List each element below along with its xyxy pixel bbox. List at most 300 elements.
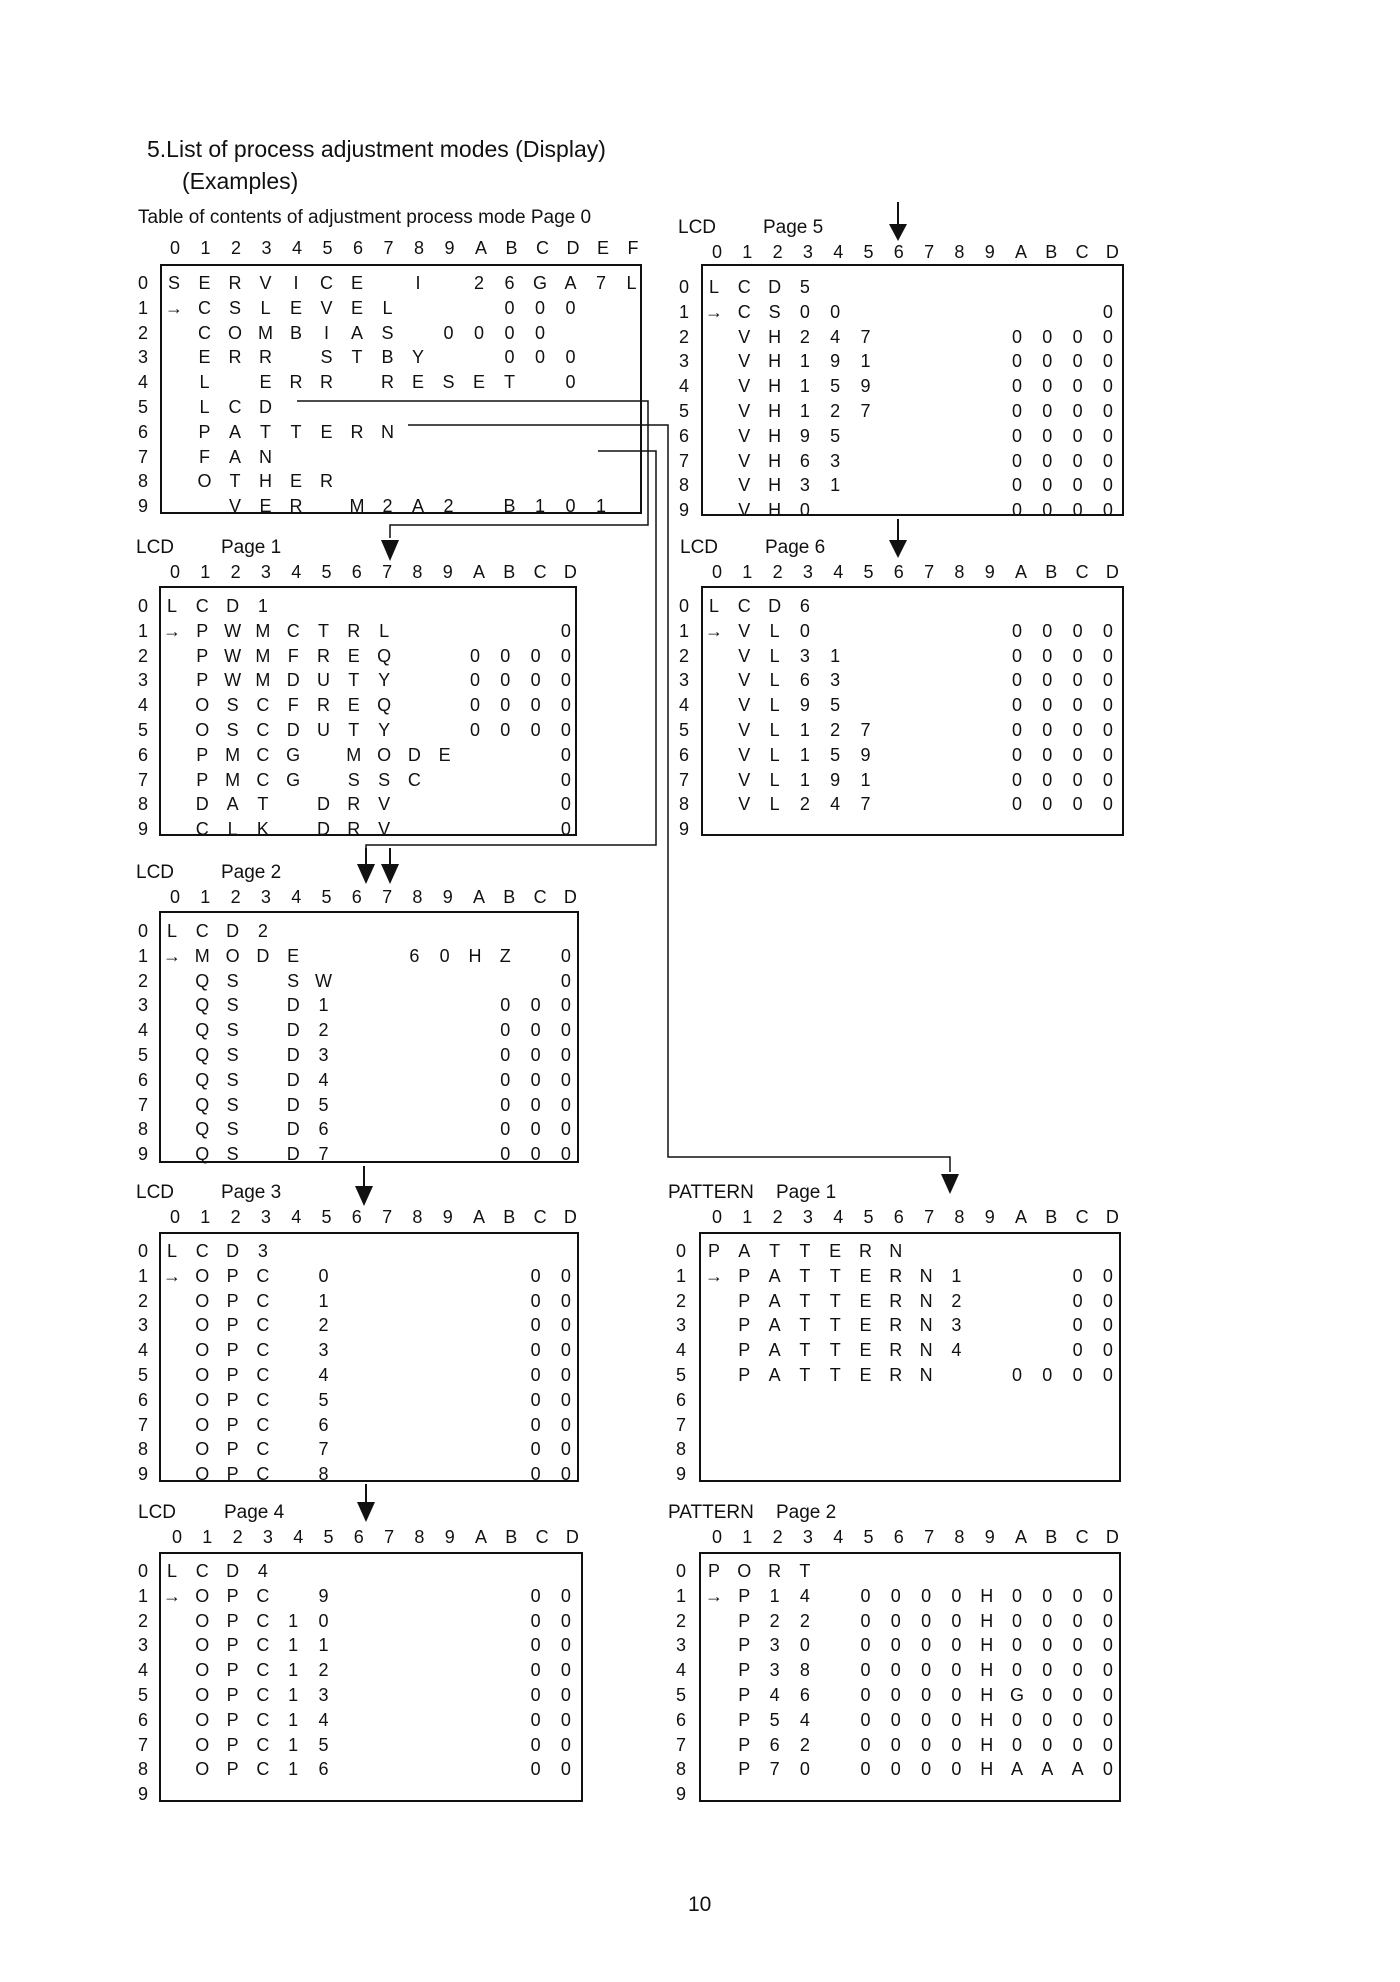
column-index: 3 xyxy=(802,242,813,262)
display-char: D xyxy=(768,277,782,297)
display-char: C xyxy=(320,273,333,293)
display-char: R xyxy=(320,372,333,393)
display-char: T xyxy=(799,1315,811,1336)
display-char: L xyxy=(708,277,719,297)
column-index: C xyxy=(533,1207,547,1227)
display-char: 0 xyxy=(1072,645,1083,666)
display-char: 0 xyxy=(1102,301,1113,322)
column-index: 9 xyxy=(984,1207,995,1227)
display-char: 0 xyxy=(318,1610,329,1631)
display-char: 0 xyxy=(1102,645,1113,666)
column-index: 5 xyxy=(323,1527,334,1547)
display-char: V xyxy=(738,794,751,815)
column-index: 2 xyxy=(230,562,241,582)
row-index: 7 xyxy=(676,1734,687,1755)
panel-source-label: PATTERN xyxy=(668,1182,754,1203)
display-char: 0 xyxy=(530,720,541,740)
column-index: C xyxy=(533,887,547,907)
display-char: V xyxy=(738,500,751,521)
display-char: 0 xyxy=(560,695,571,716)
display-char: B xyxy=(503,496,516,517)
display-char: T xyxy=(829,1340,841,1361)
row-index: 0 xyxy=(676,1241,687,1261)
display-char: H xyxy=(768,425,782,446)
display-char: 0 xyxy=(1102,620,1113,641)
display-char: P xyxy=(226,1660,239,1681)
display-char: M xyxy=(346,744,362,765)
display-char: D xyxy=(286,995,300,1016)
display-char: Q xyxy=(377,645,392,666)
column-index: 5 xyxy=(863,242,874,262)
display-char: K xyxy=(256,819,269,840)
display-char: 0 xyxy=(951,1660,962,1681)
display-char: C xyxy=(256,1734,270,1755)
display-char: 0 xyxy=(469,695,480,716)
display-char: H xyxy=(468,945,482,966)
display-char: R xyxy=(859,1241,872,1261)
display-char: D xyxy=(286,1045,300,1065)
row-index: 0 xyxy=(138,273,149,293)
column-index: 7 xyxy=(382,562,393,582)
column-index: 8 xyxy=(954,562,965,582)
display-char: 0 xyxy=(1102,475,1113,496)
cursor-arrow-icon: → xyxy=(165,297,183,318)
display-char: T xyxy=(769,1241,781,1261)
display-char: 0 xyxy=(1042,1610,1053,1631)
column-index: 5 xyxy=(321,887,332,907)
display-char: 0 xyxy=(530,670,541,691)
column-index: 4 xyxy=(833,562,844,582)
display-char: H xyxy=(980,1685,994,1705)
display-char: 0 xyxy=(560,1340,571,1361)
display-char: 4 xyxy=(769,1685,780,1705)
cursor-arrow-icon: → xyxy=(163,620,181,641)
display-char: 7 xyxy=(595,273,606,293)
row-index: 5 xyxy=(679,401,690,421)
display-char: 0 xyxy=(860,1709,871,1730)
display-char: C xyxy=(256,1685,270,1705)
display-char: 0 xyxy=(560,1094,571,1115)
display-char: 5 xyxy=(830,376,841,397)
display-char: G xyxy=(1009,1685,1024,1705)
display-char: L xyxy=(769,620,780,641)
display-char: 0 xyxy=(1011,351,1022,372)
display-char: 0 xyxy=(560,1389,571,1410)
display-char: 4 xyxy=(318,1365,329,1385)
display-char: L xyxy=(769,720,780,740)
column-index: 4 xyxy=(833,242,844,262)
arrow-page2-b xyxy=(381,864,399,884)
display-char: 0 xyxy=(860,1734,871,1755)
display-char: 0 xyxy=(1042,376,1053,397)
display-char: S xyxy=(320,347,333,368)
display-char: S xyxy=(226,1119,239,1140)
display-char: W xyxy=(224,670,242,691)
row-index: 8 xyxy=(138,1119,149,1140)
display-char: 0 xyxy=(560,1635,571,1656)
display-char: C xyxy=(256,1709,270,1730)
display-char: O xyxy=(195,1464,210,1485)
display-char: O xyxy=(195,1709,210,1730)
display-char: 0 xyxy=(951,1635,962,1656)
display-char: E xyxy=(320,421,333,442)
display-char: S xyxy=(287,970,300,991)
display-char: 0 xyxy=(860,1635,871,1656)
display-char: A xyxy=(1041,1759,1054,1780)
display-char: 0 xyxy=(1102,794,1113,815)
column-index: A xyxy=(473,887,486,907)
display-char: 9 xyxy=(860,376,871,397)
display-char: 0 xyxy=(1011,1734,1022,1755)
display-char: A xyxy=(411,496,424,517)
display-char: 1 xyxy=(288,1709,299,1730)
display-char: 0 xyxy=(560,744,571,765)
row-index: 3 xyxy=(679,351,690,372)
display-char: A xyxy=(1071,1759,1084,1780)
display-char: 2 xyxy=(799,1734,810,1755)
display-char: V xyxy=(738,475,751,496)
column-index: 1 xyxy=(202,1527,213,1547)
display-char: Q xyxy=(195,970,210,991)
display-char: P xyxy=(226,1315,239,1336)
display-char: T xyxy=(318,620,329,641)
display-char: O xyxy=(377,744,392,765)
display-char: 0 xyxy=(830,301,841,322)
display-char: E xyxy=(411,372,424,393)
display-char: O xyxy=(195,1734,210,1755)
display-char: C xyxy=(256,1340,270,1361)
display-char: C xyxy=(256,1635,270,1656)
connector-pattern xyxy=(408,425,950,1172)
display-char: C xyxy=(737,301,751,322)
column-index: 9 xyxy=(442,562,453,582)
row-index: 6 xyxy=(679,425,690,446)
display-char: 6 xyxy=(409,945,420,966)
display-char: 0 xyxy=(921,1635,932,1656)
arrow-pattern1 xyxy=(941,1174,959,1194)
display-char: F xyxy=(287,645,299,666)
column-index: 1 xyxy=(200,562,211,582)
connector-lcd xyxy=(297,401,648,538)
column-index: 0 xyxy=(172,1527,183,1547)
column-index: 3 xyxy=(262,1527,273,1547)
display-char: S xyxy=(226,995,239,1016)
display-char: W xyxy=(224,645,242,666)
column-index: B xyxy=(1045,1207,1058,1227)
row-index: 5 xyxy=(138,720,149,740)
display-char: 0 xyxy=(1072,794,1083,815)
display-char: 0 xyxy=(1072,351,1083,372)
toc-label: Table of contents of adjustment process mode Page 0 xyxy=(138,207,592,228)
display-char: 0 xyxy=(1102,500,1113,521)
display-char: 0 xyxy=(1042,450,1053,471)
column-index: 7 xyxy=(382,1207,393,1227)
display-char: P xyxy=(226,1635,239,1656)
display-char: P xyxy=(738,1759,751,1780)
display-char: D xyxy=(195,794,209,815)
display-char: S xyxy=(226,1094,239,1115)
display-char: M xyxy=(255,645,271,666)
column-index: 2 xyxy=(772,1207,783,1227)
panel-page-label: Page 4 xyxy=(224,1502,285,1523)
display-char: P xyxy=(196,769,209,790)
display-char: Q xyxy=(195,1045,210,1065)
column-index: 2 xyxy=(772,242,783,262)
display-char: 0 xyxy=(799,1759,810,1780)
panel-page-label: Page 1 xyxy=(221,537,282,558)
display-char: A xyxy=(564,273,577,293)
display-char: 0 xyxy=(565,347,576,368)
display-char: 5 xyxy=(318,1734,329,1755)
display-char: 3 xyxy=(769,1635,780,1656)
display-char: R xyxy=(889,1290,903,1311)
display-char: 0 xyxy=(921,1610,932,1631)
display-char: E xyxy=(347,645,360,666)
row-index: 8 xyxy=(138,1759,149,1780)
column-index: C xyxy=(1075,562,1089,582)
display-char: C xyxy=(256,1414,270,1435)
row-index: 2 xyxy=(138,970,149,991)
column-index: 0 xyxy=(712,242,723,262)
display-char: C xyxy=(256,744,270,765)
display-char: C xyxy=(228,397,242,417)
display-char: 4 xyxy=(318,1709,329,1730)
display-char: 5 xyxy=(830,425,841,446)
column-index: 8 xyxy=(954,1527,965,1547)
display-char: 2 xyxy=(318,1020,329,1041)
display-char: O xyxy=(195,1685,210,1705)
display-char: T xyxy=(799,1340,811,1361)
display-char: 0 xyxy=(534,297,545,318)
row-index: 2 xyxy=(679,326,690,347)
row-index: 4 xyxy=(138,1020,149,1041)
panel-source-label: LCD xyxy=(680,537,719,558)
display-char: 3 xyxy=(799,475,810,496)
display-char: 0 xyxy=(1102,1585,1113,1606)
display-char: P xyxy=(738,1315,751,1336)
column-index: A xyxy=(473,1207,486,1227)
cursor-arrow-icon: → xyxy=(163,1585,181,1606)
column-index: 9 xyxy=(442,887,453,907)
display-char: 1 xyxy=(830,645,841,666)
display-char: 0 xyxy=(534,322,545,343)
display-char: E xyxy=(859,1365,872,1385)
row-index: 9 xyxy=(138,496,149,517)
column-index: 8 xyxy=(954,242,965,262)
display-char: 0 xyxy=(951,1759,962,1780)
display-char: C xyxy=(256,1315,270,1336)
panel-source-label: LCD xyxy=(678,217,717,238)
display-char: 0 xyxy=(951,1709,962,1730)
display-char: 9 xyxy=(799,695,810,716)
display-char: 7 xyxy=(769,1759,780,1780)
display-char: 0 xyxy=(560,670,571,691)
display-char: E xyxy=(259,496,272,517)
display-char: L xyxy=(379,620,390,641)
column-index: 6 xyxy=(351,562,362,582)
display-char: F xyxy=(287,695,299,716)
display-char: 0 xyxy=(951,1585,962,1606)
display-char: 0 xyxy=(318,1265,329,1286)
display-char: L xyxy=(769,794,780,815)
column-index: 5 xyxy=(863,1207,874,1227)
display-char: 0 xyxy=(1042,1709,1053,1730)
display-char: 9 xyxy=(830,351,841,372)
display-char: 0 xyxy=(951,1734,962,1755)
cursor-arrow-icon: → xyxy=(705,301,723,322)
display-char: 0 xyxy=(921,1660,932,1681)
display-char: D xyxy=(226,596,240,616)
display-char: P xyxy=(196,744,209,765)
display-char: 0 xyxy=(1072,1734,1083,1755)
column-index: 2 xyxy=(231,238,242,258)
row-index: 1 xyxy=(676,1585,687,1606)
column-index: 2 xyxy=(772,1527,783,1547)
display-char: 0 xyxy=(860,1585,871,1606)
row-index: 9 xyxy=(676,1464,687,1485)
display-char: 0 xyxy=(1011,401,1022,421)
display-char: 4 xyxy=(830,794,841,815)
display-char: 6 xyxy=(799,450,810,471)
display-char: 7 xyxy=(318,1144,329,1165)
display-char: E xyxy=(859,1265,872,1286)
display-char: W xyxy=(315,970,332,991)
display-char: V xyxy=(738,326,751,347)
column-index: 8 xyxy=(412,887,423,907)
display-char: R xyxy=(259,347,272,368)
row-index: 5 xyxy=(138,1045,149,1065)
display-char: P xyxy=(226,1414,239,1435)
display-char: 0 xyxy=(560,1144,571,1165)
column-index: A xyxy=(475,238,488,258)
column-index: 3 xyxy=(260,1207,271,1227)
display-char: R xyxy=(889,1265,903,1286)
display-char: C xyxy=(286,620,300,641)
display-char: 1 xyxy=(860,769,871,790)
column-index: D xyxy=(565,1527,579,1547)
display-char: 2 xyxy=(830,401,841,421)
display-char: 0 xyxy=(1011,450,1022,471)
display-char: R xyxy=(889,1365,903,1385)
column-index: C xyxy=(1075,242,1089,262)
display-char: E xyxy=(859,1290,872,1311)
row-index: 8 xyxy=(676,1439,687,1460)
display-char: 0 xyxy=(921,1709,932,1730)
display-char: R xyxy=(317,645,330,666)
display-char: C xyxy=(256,1365,270,1385)
display-char: T xyxy=(829,1265,841,1286)
display-char: V xyxy=(738,351,751,372)
display-char: V xyxy=(320,297,333,318)
display-char: 0 xyxy=(530,645,541,666)
panel-source-label: LCD xyxy=(136,862,175,883)
display-char: C xyxy=(256,1439,270,1460)
display-char: N xyxy=(381,421,394,442)
display-char: 0 xyxy=(1072,1660,1083,1681)
display-char: T xyxy=(829,1365,841,1385)
display-char: 0 xyxy=(560,1439,571,1460)
display-char: C xyxy=(407,769,421,790)
column-index: 9 xyxy=(444,238,455,258)
display-char: 0 xyxy=(500,1119,511,1140)
display-char: C xyxy=(256,1265,270,1286)
row-index: 8 xyxy=(679,794,690,815)
display-char: D xyxy=(259,397,272,417)
display-char: 0 xyxy=(921,1685,932,1705)
display-char: 0 xyxy=(1072,695,1083,716)
column-index: 7 xyxy=(382,887,393,907)
column-index: C xyxy=(1075,1207,1089,1227)
display-char: L xyxy=(260,297,271,318)
display-char: 0 xyxy=(530,995,541,1016)
display-char: H xyxy=(768,475,782,496)
display-char: O xyxy=(195,1265,210,1286)
display-char: 1 xyxy=(830,475,841,496)
display-char: M xyxy=(255,670,271,691)
display-char: P xyxy=(738,1585,751,1606)
display-char: 0 xyxy=(1072,1635,1083,1656)
arrow-page2-a xyxy=(357,864,375,884)
column-index: D xyxy=(1105,1527,1119,1547)
display-char: 0 xyxy=(560,794,571,815)
column-index: 1 xyxy=(742,1527,753,1547)
display-char: 1 xyxy=(799,376,810,397)
display-char: 0 xyxy=(1011,670,1022,691)
display-char: 0 xyxy=(1102,425,1113,446)
section-subtitle: (Examples) xyxy=(182,168,299,194)
display-char: 7 xyxy=(318,1439,329,1460)
column-index: 5 xyxy=(863,1527,874,1547)
display-char: 0 xyxy=(1102,1709,1113,1730)
display-char: T xyxy=(829,1290,841,1311)
row-index: 0 xyxy=(138,1241,149,1261)
display-char: 0 xyxy=(1072,401,1083,421)
display-char: V xyxy=(738,769,751,790)
display-char: 0 xyxy=(1102,720,1113,740)
column-index: 9 xyxy=(984,242,995,262)
column-index: 8 xyxy=(414,1527,425,1547)
display-char: W xyxy=(224,620,242,641)
row-index: 9 xyxy=(679,500,690,521)
display-char: 0 xyxy=(1011,769,1022,790)
display-char: S xyxy=(228,297,241,318)
display-char: 0 xyxy=(469,645,480,666)
display-char: 0 xyxy=(1102,376,1113,397)
display-char: 7 xyxy=(860,401,871,421)
arrow-page3 xyxy=(355,1186,373,1206)
display-char: Q xyxy=(195,1094,210,1115)
display-char: 0 xyxy=(1042,1635,1053,1656)
column-index: B xyxy=(503,1207,516,1227)
column-index: 7 xyxy=(383,238,394,258)
display-char: 0 xyxy=(1011,1585,1022,1606)
display-char: N xyxy=(919,1365,933,1385)
column-index: 7 xyxy=(924,1527,935,1547)
display-char: P xyxy=(226,1759,239,1780)
display-char: L xyxy=(769,695,780,716)
display-char: 5 xyxy=(318,1389,329,1410)
row-index: 2 xyxy=(679,645,690,666)
display-char: S xyxy=(167,273,180,293)
panel-page-label: Page 2 xyxy=(221,862,282,883)
display-char: N xyxy=(919,1290,933,1311)
column-index: 9 xyxy=(984,1527,995,1547)
display-char: M xyxy=(349,496,365,517)
display-char: 1 xyxy=(318,1635,329,1656)
display-char: 0 xyxy=(1102,351,1113,372)
display-char: 0 xyxy=(1102,769,1113,790)
column-index: 4 xyxy=(293,1527,304,1547)
